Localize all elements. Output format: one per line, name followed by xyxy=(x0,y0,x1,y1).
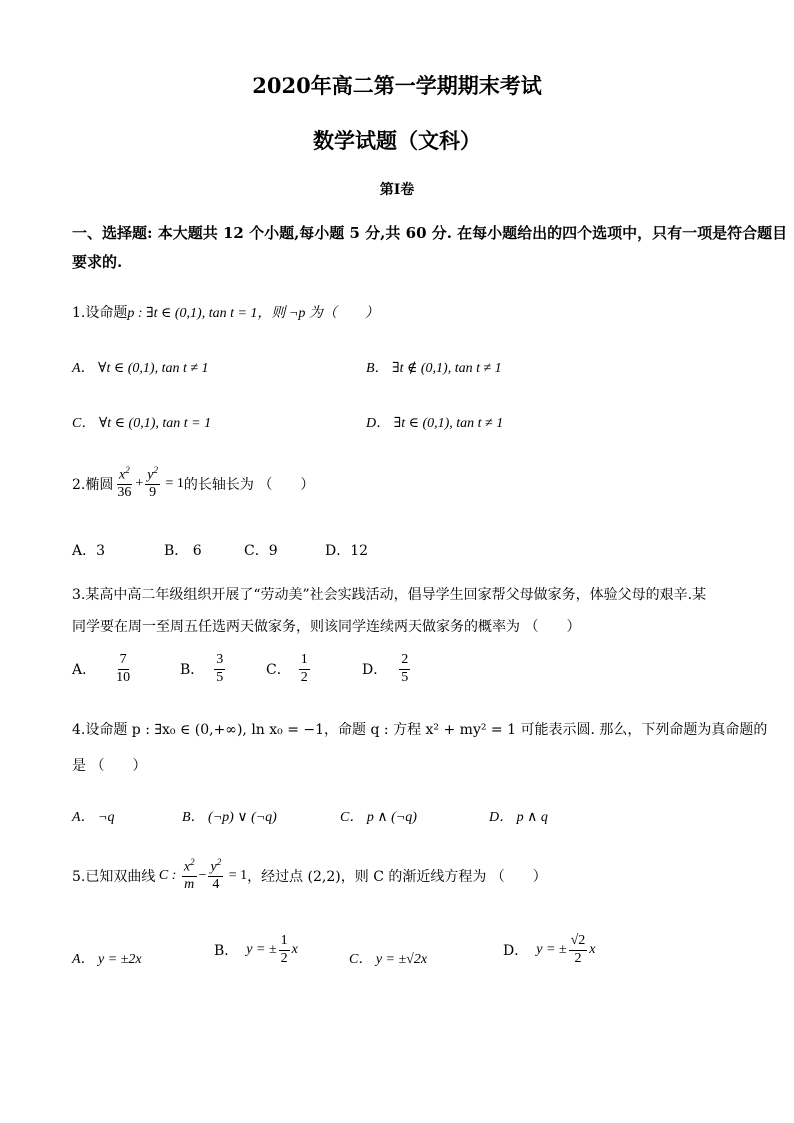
option-fraction xyxy=(279,934,290,966)
fraction-numerator: 1 xyxy=(279,934,290,951)
question-2-option-b[interactable]: B． 6 xyxy=(164,543,202,559)
question-3-line1: 3.某高中高二年级组织开展了“劳动美”社会实践活动，倡导学生回家帮父母做家务，体验父母的艰辛.某 xyxy=(72,587,707,603)
question-1-option-c[interactable]: C． ∀t ∈ (0,1), tan t = 1 xyxy=(72,416,212,431)
option-fraction xyxy=(399,653,410,685)
fraction-denominator: 10 xyxy=(116,669,131,685)
question-4-option-b[interactable]: B． (¬p) ∨ (¬q) xyxy=(182,810,277,825)
question-2-prefix: 2.椭圆 xyxy=(72,476,114,493)
fraction-numerator: 1 xyxy=(299,653,310,670)
question-3-line2: 同学要在周一至周五任选两天做家务，则该同学连续两天做家务的概率为 （ ） xyxy=(72,619,581,635)
option-fraction xyxy=(114,653,132,685)
question-3-option-d[interactable] xyxy=(362,653,412,685)
fraction-numerator: √2 xyxy=(569,934,588,951)
fraction-y2-over-9: $\frac{y^2}{9}$ xyxy=(147,465,158,501)
question-5-suffix: ，经过点 (2,2)，则 C 的渐近线方程为 （ ） xyxy=(247,868,547,885)
option-expression-prefix: y = ± xyxy=(536,942,567,958)
option-fraction xyxy=(299,653,310,685)
question-1-option-b[interactable]: B． ∃t ∉ (0,1), tan t ≠ 1 xyxy=(366,361,502,376)
option-label: D． xyxy=(362,662,388,679)
option-label: B． xyxy=(180,662,205,679)
question-2: 2.椭圆 $\frac{x^2}{36}$ + $\frac{y^2}{9}$ = 1 的长轴长为 （ ） xyxy=(72,465,315,501)
question-1-option-a[interactable]: A． ∀t ∈ (0,1), tan t ≠ 1 xyxy=(72,361,209,376)
section-heading-line1: 一、选择题: 本大题共 12 个小题,每小题 5 分,共 60 分. 在每小题给出的四个选项中，只有一项是符合题目 xyxy=(72,224,788,242)
option-label: A． xyxy=(72,662,97,679)
fraction-denominator: 5 xyxy=(401,669,409,685)
option-label: B． xyxy=(214,943,239,960)
option-fraction xyxy=(569,934,588,966)
question-1 xyxy=(72,302,379,322)
question-5-prefix: 5.已知双曲线 xyxy=(72,868,156,885)
option-expression-suffix: x xyxy=(589,942,596,958)
exam-title: 2020年高二第一学期期末考试 xyxy=(252,73,542,98)
question-1-prefix: 1.设命题 xyxy=(72,305,128,321)
question-1-option-d[interactable]: D． ∃t ∈ (0,1), tan t ≠ 1 xyxy=(366,416,504,431)
option-label: D． xyxy=(503,943,529,960)
option-expression-suffix: x xyxy=(291,942,298,958)
exam-subtitle: 数学试题（文科） xyxy=(313,128,481,153)
question-4-option-a[interactable]: A． ¬q xyxy=(72,810,115,825)
fraction-denominator: 2 xyxy=(574,950,582,966)
fraction-x2-over-m: $\frac{x^2}{m}$ xyxy=(183,857,195,893)
question-5: 5.已知双曲线 C : $\frac{x^2}{m}$ − $\frac{y^2}{4}$ = 1 ，经过点 (2,2)，则 C 的渐近线方程为 （ ） xyxy=(72,857,547,893)
question-2-suffix: 的长轴长为 （ ） xyxy=(183,476,315,493)
question-4-option-c[interactable]: C． p ∧ (¬q) xyxy=(340,810,417,825)
fraction-denominator: 2 xyxy=(280,950,288,966)
fraction-x2-over-36: $\frac{x^2}{36}$ xyxy=(117,465,132,501)
question-5-option-a[interactable]: A． y = ±2x xyxy=(72,952,142,967)
section-heading-line2: 要求的. xyxy=(72,253,123,271)
question-4-line2: 是 （ ） xyxy=(72,758,147,774)
question-2-option-c[interactable]: C．9 xyxy=(244,543,278,559)
fraction-numerator: 2 xyxy=(399,653,410,670)
question-4-option-d[interactable]: D． p ∧ q xyxy=(489,810,548,825)
question-2-option-a[interactable]: A．3 xyxy=(72,543,106,559)
fraction-denominator: 2 xyxy=(300,669,308,685)
option-fraction xyxy=(214,653,225,685)
option-label: C． xyxy=(266,662,291,679)
question-5-option-d[interactable] xyxy=(503,934,596,966)
volume-label: 第Ⅰ卷 xyxy=(379,182,415,198)
fraction-denominator: 5 xyxy=(216,669,224,685)
fraction-y2-over-4: $\frac{y^2}{4}$ xyxy=(210,857,222,893)
question-2-option-d[interactable]: D．12 xyxy=(325,543,369,559)
question-3-option-c[interactable] xyxy=(266,653,312,685)
fraction-numerator: 3 xyxy=(214,653,225,670)
option-expression-prefix: y = ± xyxy=(246,942,277,958)
question-3-option-a[interactable] xyxy=(72,653,134,685)
question-5-option-b[interactable] xyxy=(214,934,298,966)
question-5-option-c[interactable]: C． y = ±√2x xyxy=(349,952,428,967)
fraction-numerator: 7 xyxy=(118,653,129,670)
question-3-option-b[interactable] xyxy=(180,653,227,685)
question-4-line1: 4.设命题 p : ∃x₀ ∈ (0,+∞), ln x₀ = −1，命题 q : 方程 x² + my² = 1 可能表示圆. 那么，下列命题为真命题的 xyxy=(72,722,768,738)
question-1-stem: p : ∃t ∈ (0,1), tan t = 1，则 ¬p 为（ ） xyxy=(127,306,379,321)
